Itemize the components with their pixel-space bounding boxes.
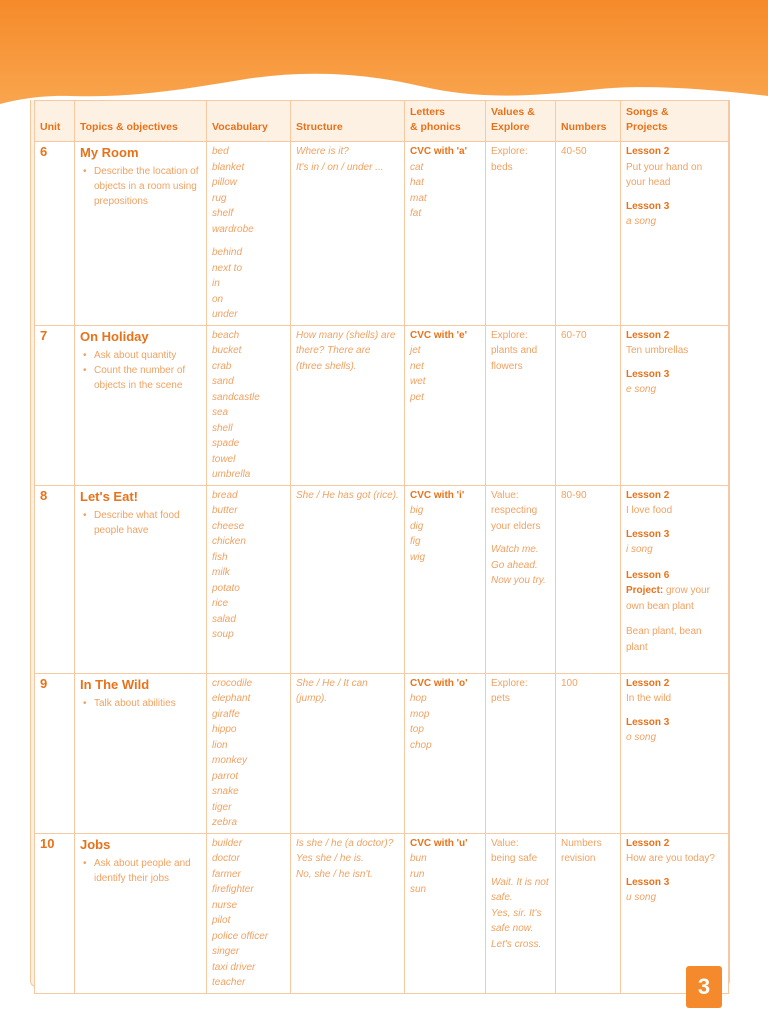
values-text: beds <box>491 161 513 173</box>
unit-number: 9 <box>35 673 75 833</box>
project-description <box>626 583 723 614</box>
phonics-word: wet <box>410 376 426 387</box>
values-text: being safe <box>491 853 538 864</box>
numbers-cell <box>556 142 621 326</box>
topic-title: Jobs <box>80 836 111 852</box>
structure-cell <box>291 485 405 673</box>
values-cell <box>486 325 556 485</box>
values-cell <box>486 833 556 993</box>
phonics-word: top <box>410 724 424 735</box>
song-title: a song <box>626 216 657 227</box>
table-row-unit-6 <box>35 142 729 326</box>
header-songs-projects: Songs & Projects <box>621 101 729 142</box>
values-label: Value: <box>491 837 519 849</box>
numbers-cell <box>556 673 621 833</box>
topic-title: Let's Eat! <box>80 488 138 504</box>
vocab-word: under <box>212 309 238 320</box>
lesson-label: Lesson 3 <box>626 528 670 540</box>
objective-item: • Describe the location of objects in a room using prepositions <box>80 164 201 209</box>
song-title: i song <box>626 544 653 555</box>
phonics-word: chop <box>410 739 432 751</box>
numbers-range: 80-90 <box>561 489 587 501</box>
header-vocabulary: Vocabulary <box>207 101 291 142</box>
structure-line: She / He has got (rice). <box>296 489 399 501</box>
table-row-unit-7 <box>35 325 729 485</box>
lesson-label: Lesson 2 <box>626 329 670 341</box>
vocab-word: police officer <box>212 930 269 942</box>
phonics-word: wig <box>410 551 426 563</box>
vocab-word: cheese <box>212 520 245 532</box>
objective-item: • Describe what food people have <box>80 508 201 538</box>
unit-number: 7 <box>35 325 75 485</box>
objective-item: • Count the number of objects in the scene <box>80 363 201 393</box>
header-values-explore: Values & Explore <box>486 101 556 142</box>
structure-line: No, she / he isn't. <box>296 868 373 880</box>
phonics-word: cat <box>410 161 424 173</box>
numbers-cell <box>556 325 621 485</box>
objective-item: • Talk about abilities <box>80 696 201 711</box>
phonics-word: fig <box>410 536 421 547</box>
vocab-word: hippo <box>212 724 237 735</box>
numbers-range: 60-70 <box>561 329 587 341</box>
numbers-range: Numbers <box>561 837 602 849</box>
vocab-word: behind <box>212 247 243 258</box>
song-title: e song <box>626 384 657 395</box>
vocab-word: parrot <box>212 770 239 782</box>
values-label: Explore: <box>491 677 528 689</box>
unit-number: 6 <box>35 142 75 326</box>
page-number: 3 <box>686 966 722 1008</box>
vocab-word: sandcastle <box>212 391 260 403</box>
vocab-word: taxi driver <box>212 961 256 973</box>
lesson-label: Lesson 3 <box>626 200 670 212</box>
header-unit: Unit <box>35 101 75 142</box>
syllabus-table <box>34 100 729 994</box>
vocab-word: nurse <box>212 899 238 911</box>
structure-line: She / He / It can (jump). <box>296 677 368 704</box>
phonics-word: run <box>410 868 425 880</box>
values-text: respecting your elders <box>491 505 541 532</box>
vocab-word: farmer <box>212 868 241 880</box>
phonics-word: mat <box>410 192 427 204</box>
unit-number: 10 <box>35 833 75 993</box>
phonics-word: net <box>410 360 424 372</box>
lesson-label: Lesson 3 <box>626 876 670 888</box>
values-text: pets <box>491 693 510 704</box>
header-letters-phonics: Letters & phonics <box>405 101 486 142</box>
vocab-word: bucket <box>212 345 242 356</box>
vocab-word: umbrella <box>212 469 251 480</box>
vocab-word: wardrobe <box>212 223 254 235</box>
lesson-label: Lesson 2 <box>626 489 670 501</box>
song-title: o song <box>626 732 657 743</box>
phonics-word: fat <box>410 208 422 219</box>
header-numbers: Numbers <box>556 101 621 142</box>
lesson-label: Lesson 3 <box>626 716 670 728</box>
topic-cell <box>75 325 207 485</box>
vocab-word: crocodile <box>212 677 253 689</box>
header-topics: Topics & objectives <box>75 101 207 142</box>
song-title: Put your hand on your head <box>626 161 703 188</box>
numbers-range: 40-50 <box>561 146 587 157</box>
lesson-label: Lesson 3 <box>626 368 670 380</box>
values-text: plants and flowers <box>491 345 538 372</box>
values-cell <box>486 485 556 673</box>
phonics-title: CVC with 'u' <box>410 837 468 849</box>
values-phrase: Watch me. Go ahead. Now you try. <box>491 544 546 586</box>
vocab-word: tiger <box>212 801 232 813</box>
lesson-label: Lesson 2 <box>626 837 670 849</box>
phonics-word: bun <box>410 853 427 864</box>
phonics-cell <box>405 673 486 833</box>
topic-cell <box>75 673 207 833</box>
structure-line: How many (shells) are there? There are (three shells). <box>296 329 396 372</box>
vocab-word: rice <box>212 598 229 609</box>
vocab-word: shell <box>212 422 233 434</box>
vocab-word: doctor <box>212 853 240 864</box>
phonics-title: CVC with 'i' <box>410 489 465 501</box>
values-phrase: Let's cross. <box>491 938 542 950</box>
numbers-range: 100 <box>561 677 578 689</box>
phonics-word: pet <box>410 391 424 403</box>
vocabulary-cell <box>207 325 291 485</box>
objective-item: • Ask about people and identify their jobs <box>80 856 201 886</box>
phonics-cell <box>405 833 486 993</box>
phonics-cell <box>405 485 486 673</box>
lesson-label: Lesson 2 <box>626 146 670 157</box>
vocab-word: blanket <box>212 161 245 173</box>
values-cell <box>486 673 556 833</box>
vocab-word: monkey <box>212 755 248 766</box>
vocabulary-cell <box>207 673 291 833</box>
header-structure: Structure <box>291 101 405 142</box>
phonics-word: big <box>410 505 424 516</box>
vocab-word: sand <box>212 376 234 387</box>
vocab-word: towel <box>212 453 236 465</box>
structure-line: Where is it? <box>296 146 349 157</box>
phonics-word: mop <box>410 708 430 720</box>
project-text: grow your own bean plant <box>626 585 710 612</box>
vocabulary-cell <box>207 485 291 673</box>
songs-cell <box>621 673 729 833</box>
vocab-word: in <box>212 278 220 289</box>
vocab-word: salad <box>212 613 236 625</box>
vocab-word: builder <box>212 837 243 849</box>
phonics-word: sun <box>410 884 427 895</box>
vocabulary-cell <box>207 142 291 326</box>
vocab-word: next to <box>212 262 243 274</box>
values-cell <box>486 142 556 326</box>
song-title: u song <box>626 892 657 903</box>
song-title: I love food <box>626 505 673 516</box>
phonics-word: jet <box>410 345 421 356</box>
phonics-word: dig <box>410 520 424 532</box>
vocab-word: rug <box>212 192 227 204</box>
table-row-unit-9 <box>35 673 729 833</box>
structure-line: It's in / on / under ... <box>296 161 384 173</box>
vocab-word: giraffe <box>212 708 240 720</box>
vocab-word: fish <box>212 551 228 563</box>
table-row-unit-8 <box>35 485 729 673</box>
topic-cell <box>75 485 207 673</box>
topic-cell <box>75 142 207 326</box>
vocab-word: pilot <box>212 915 231 926</box>
structure-line: Is she / he (a doctor)? <box>296 837 394 849</box>
phonics-title: CVC with 'a' <box>410 146 467 157</box>
topic-title: In The Wild <box>80 676 150 692</box>
vocab-word: spade <box>212 438 240 449</box>
vocab-word: firefighter <box>212 884 254 895</box>
vocab-word: potato <box>212 582 240 594</box>
lesson-label: Lesson 6 <box>626 569 670 581</box>
vocab-word: on <box>212 293 224 305</box>
songs-cell <box>621 485 729 673</box>
table-header-row <box>35 101 729 142</box>
phonics-cell <box>405 325 486 485</box>
objective-item: • Ask about quantity <box>80 348 201 363</box>
vocab-word: elephant <box>212 693 251 704</box>
vocab-word: sea <box>212 407 229 418</box>
values-phrase: Wait. It is not safe. <box>491 876 549 903</box>
phonics-title: CVC with 'o' <box>410 677 468 689</box>
numbers-range: revision <box>561 853 596 864</box>
vocab-word: bed <box>212 146 229 157</box>
values-phrase: Yes, sir. It's safe now. <box>491 907 542 934</box>
project-label: Project: <box>626 585 664 596</box>
vocab-word: milk <box>212 567 230 578</box>
vocab-word: shelf <box>212 208 234 219</box>
song-title: Bean plant, bean plant <box>626 626 702 653</box>
song-title: Ten umbrellas <box>626 345 689 356</box>
unit-number: 8 <box>35 485 75 673</box>
structure-cell <box>291 142 405 326</box>
numbers-cell <box>556 833 621 993</box>
phonics-word: hat <box>410 177 424 188</box>
phonics-cell <box>405 142 486 326</box>
structure-line: Yes she / he is. <box>296 853 364 864</box>
vocab-word: snake <box>212 786 239 797</box>
vocab-word: teacher <box>212 977 246 988</box>
song-title: In the wild <box>626 693 672 704</box>
values-label: Explore: <box>491 146 528 157</box>
vocab-word: beach <box>212 329 240 341</box>
values-label: Explore: <box>491 329 528 341</box>
vocab-word: pillow <box>212 177 238 188</box>
vocab-word: soup <box>212 629 234 640</box>
topic-title: On Holiday <box>80 328 149 344</box>
vocab-word: crab <box>212 360 232 372</box>
songs-cell <box>621 142 729 326</box>
songs-cell <box>621 325 729 485</box>
table-row-unit-10 <box>35 833 729 993</box>
phonics-word: hop <box>410 693 427 704</box>
topic-cell <box>75 833 207 993</box>
vocabulary-cell <box>207 833 291 993</box>
structure-cell <box>291 673 405 833</box>
vocab-word: zebra <box>212 817 238 828</box>
topic-title: My Room <box>80 145 139 160</box>
phonics-title: CVC with 'e' <box>410 329 467 341</box>
vocab-word: singer <box>212 946 240 957</box>
values-label: Value: <box>491 489 519 501</box>
vocab-word: lion <box>212 739 228 751</box>
structure-cell <box>291 325 405 485</box>
song-title: How are you today? <box>626 853 715 864</box>
lesson-label: Lesson 2 <box>626 677 670 689</box>
vocab-word: butter <box>212 505 238 516</box>
vocab-word: bread <box>212 489 238 501</box>
vocab-word: chicken <box>212 536 246 547</box>
structure-cell <box>291 833 405 993</box>
numbers-cell <box>556 485 621 673</box>
